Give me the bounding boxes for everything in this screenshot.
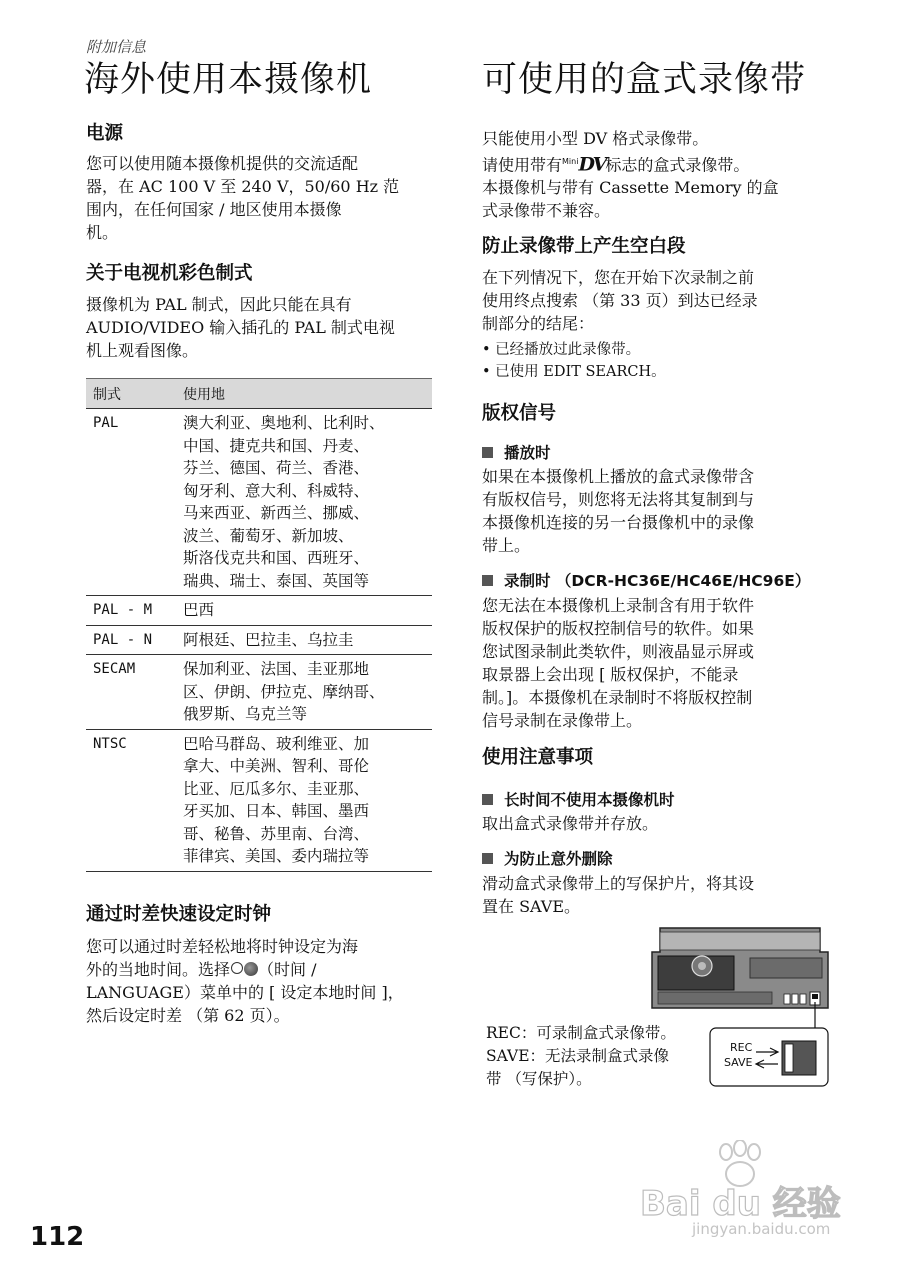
square-bullet-icon [482,794,493,805]
blank-bullets [482,339,842,383]
clock-text: 您可以通过时差轻松地将时钟设定为海 外的当地时间。选择 （时间 / LANGUAGE）菜单中的 [ 设定本地时间 ]， 然后设定时差 （第 62 页）。 [86,937,404,1025]
table-row [86,409,432,596]
tab-save-label: SAVE [724,1056,753,1069]
row-regions: 澳大利亚、奥地利、比利时、 中国、捷克共和国、丹麦、 芬兰、德国、荷兰、香港、 匈牙利、意大利、科威特、 马来西亚、新西兰、挪威、 波兰、葡萄牙、新加坡、 斯洛伐克共和国、西班牙、 瑞典、瑞士、泰国、英国等 [183,414,385,590]
table-row [86,596,432,626]
blank-section-heading: 防止录像带上产生空白段 [482,236,686,257]
header-region: 使用地 [183,386,225,403]
cassette-illustration [650,922,830,1012]
power-heading: 电源 [86,123,124,144]
recording-heading: 录制时 （DCR-HC36E/HC46E/HC96E） [482,570,810,592]
row-system: PAL - M [93,602,153,618]
square-bullet-icon [482,447,493,458]
row-system: SECAM [93,661,136,677]
list-item: • 已经播放过此录像带。 [482,339,842,361]
row-regions: 保加利亚、法国、圭亚那地 区、伊朗、伊拉克、摩纳哥、 俄罗斯、乌克兰等 [183,660,385,723]
color-system-table [86,378,432,872]
playback-text: 如果在本摄像机上播放的盒式录像带含 有版权信号，则您将无法将其复制到与 本摄像机连接的另一台摄像机中的录像 带上。 [482,467,755,555]
erase-heading: 为防止意外删除 [482,848,613,870]
table-row [86,730,432,872]
row-regions: 阿根廷、巴拉圭、乌拉圭 [183,630,354,649]
clock-icon [231,962,243,974]
left-page-title: 海外使用本摄像机 [84,60,373,100]
mini-label: Mini [562,157,579,166]
row-system: PAL - N [93,631,153,648]
storage-heading: 长时间不使用本摄像机时 [482,789,675,811]
tv-system-heading: 关于电视机彩色制式 [86,263,253,284]
erase-text: 滑动盒式录像带上的写保护片，将其设 置在 SAVE。 [482,874,755,916]
recording-text: 您无法在本摄像机上录制含有用于软件 版权保护的版权控制信号的软件。如果 您试图录制此类软件，则液晶显示屏或 取景器上会出现 [ 版权保护，不能录 制。]。本摄像机在录制时不将版权控制 信号录制在录像带上。 [482,596,755,730]
header-system: 制式 [93,386,121,403]
section-label: 附加信息 [86,38,147,56]
write-protect-tab [720,1042,752,1069]
table-row [86,626,432,656]
table-header [86,378,432,409]
storage-text: 取出盒式录像带并存放。 [482,814,659,833]
tv-system-text: 摄像机为 PAL 制式，因此只能在具有 AUDIO/VIDEO 输入插孔的 PAL 制式电视 机上观看图像。 [86,295,395,360]
clock-heading: 通过时差快速设定时钟 [86,904,272,925]
tab-rec-label: REC [730,1041,753,1054]
minidv-logo-icon: DV [578,153,606,176]
blank-section-text: 在下列情况下，您在开始下次录制之前 使用终点搜索 （第 33 页）到达已经录 制部分的结尾： [482,268,758,333]
copyright-heading: 版权信号 [482,403,557,424]
list-item: • 已使用 EDIT SEARCH。 [482,361,842,383]
cassette-intro: 只能使用小型 DV 格式录像带。 请使用带有$^{Mini}$DV标志的盒式录像带。 本摄像机与带有 Cassette Memory 的盒 式录像带不兼容。 [482,129,779,221]
row-system: NTSC [93,735,127,752]
row-regions: 巴哈马群岛、玻利维亚、加 拿大、中美洲、智利、哥伦 比亚、厄瓜多尔、圭亚那、 牙买加、日本、韩国、墨西 哥、秘鲁、苏里南、台湾、 菲律宾、美国、委内瑞拉等 [183,734,370,865]
table-row [86,655,432,730]
right-page-title: 可使用的盒式录像带 [482,60,807,100]
notes-heading: 使用注意事项 [482,747,594,768]
watermark-brand: Bai du 经验 [640,1184,841,1224]
globe-icon [244,962,258,976]
playback-heading: 播放时 [482,442,551,464]
square-bullet-icon [482,575,493,586]
watermark-url: jingyan.baidu.com [692,1220,831,1238]
baidu-watermark [640,1140,880,1250]
square-bullet-icon [482,853,493,864]
tab-caption: REC：可录制盒式录像带。 SAVE：无法录制盒式录像 带 （写保护）。 [486,1024,676,1088]
row-regions: 巴西 [183,601,215,619]
row-system: PAL [93,415,119,431]
page-number: 112 [30,1222,85,1252]
power-text: 您可以使用随本摄像机提供的交流适配 器，在 AC 100 V 至 240 V，50/60 Hz 范 围内，在任何国家 / 地区使用本摄像 机。 [86,154,400,242]
